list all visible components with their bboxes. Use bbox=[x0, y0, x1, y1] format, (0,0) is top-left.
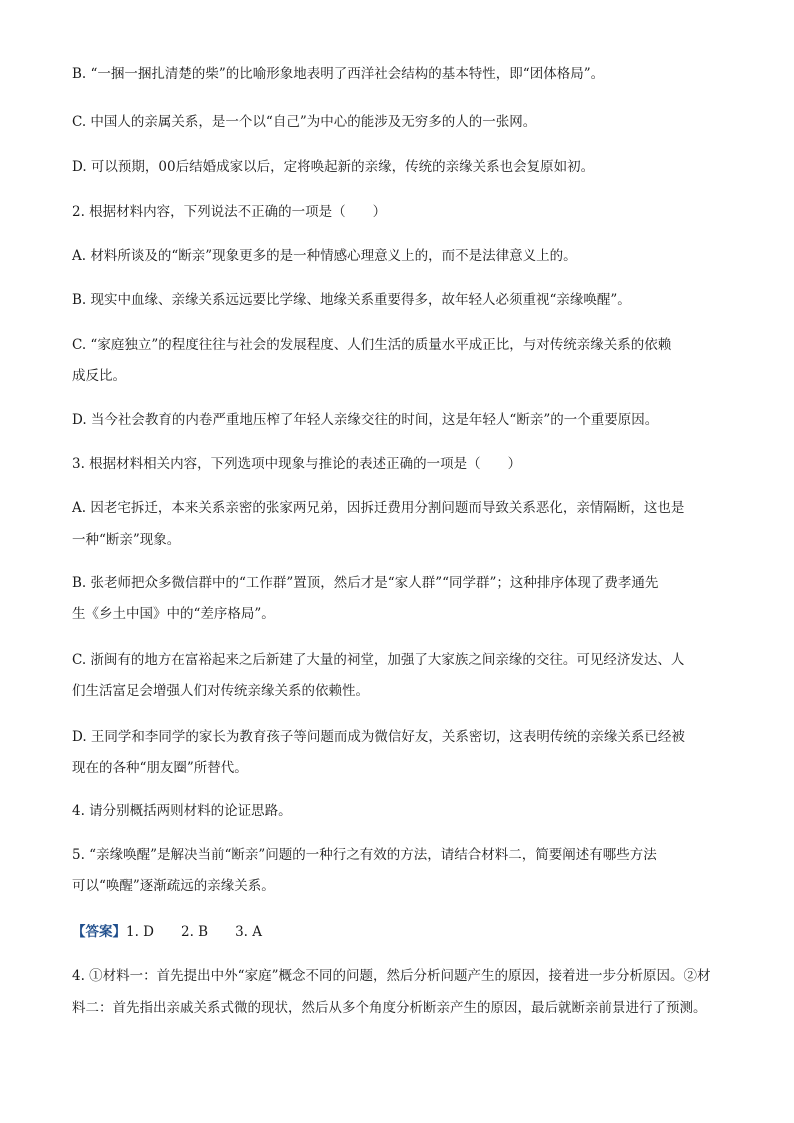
q5-line2: 可以“唤醒”逐渐疏远的亲缘关系。 bbox=[72, 878, 275, 894]
q1-option-d: D. 可以预期，00后结婚成家以后，定将唤起新的亲缘，传统的亲缘关系也会复原如初。 bbox=[72, 159, 595, 175]
q5-line1: 5. “亲缘唤醒”是解决当前“断亲”问题的一种行之有效的方法，请结合材料二，简要阐述有哪些方法 bbox=[72, 847, 657, 863]
answer-tag: 【答案】 bbox=[72, 924, 126, 940]
q3-option-d-line2: 现在的各种“朋友圈”所替代。 bbox=[72, 760, 248, 776]
q3-option-a-line2: 一种“断亲”现象。 bbox=[72, 532, 181, 548]
q3-option-d-line1: D. 王同学和李同学的家长为教育孩子等问题而成为微信好友，关系密切，这表明传统的亲缘关系已经被 bbox=[72, 729, 685, 745]
answer-4-line1: 4. ①材料一：首先提出中外“家庭”概念不同的问题，然后分析问题产生的原因，接着进一步分析原因。②材 bbox=[72, 968, 711, 984]
q4-stem: 4. 请分别概括两则材料的论证思路。 bbox=[72, 803, 292, 819]
q2-option-c-line1: C. “家庭独立”的程度往往与社会的发展程度、人们生活的质量水平成正比，与对传统亲缘关系的依赖 bbox=[72, 337, 672, 353]
answer-choices: 1. D 2. B 3. A bbox=[126, 924, 263, 940]
q1-option-b: B. “一捆一捆扎清楚的柴”的比喻形象地表明了西洋社会结构的基本特性，即“团体格局”。 bbox=[72, 66, 605, 82]
answer-line bbox=[72, 922, 722, 942]
answer-4-line2: 料二：首先指出亲戚关系式微的现状，然后从多个角度分析断亲产生的原因，最后就断亲前景进行了预测。 bbox=[72, 1000, 707, 1016]
q3-option-c-line1: C. 浙闽有的地方在富裕起来之后新建了大量的祠堂，加强了大家族之间亲缘的交往。可见经济发达、人 bbox=[72, 652, 685, 668]
q2-option-a: A. 材料所谈及的“断亲”现象更多的是一种情感心理意义上的，而不是法律意义上的。 bbox=[72, 248, 577, 264]
q2-stem: 2. 根据材料内容，下列说法不正确的一项是（ ） bbox=[72, 204, 387, 220]
q3-option-a-line1: A. 因老宅拆迁，本来关系亲密的张家两兄弟，因拆迁费用分割问题而导致关系恶化，亲情隔断，这也是 bbox=[72, 500, 685, 516]
q3-option-b-line1: B. 张老师把众多微信群中的“工作群”置顶，然后才是“家人群”“同学群”；这种排序体现了费孝通先 bbox=[72, 575, 659, 591]
q2-option-d: D. 当今社会教育的内卷严重地压榨了年轻人亲缘交往的时间，这是年轻人“断亲”的一个重要原因。 bbox=[72, 412, 659, 428]
q2-option-c-line2: 成反比。 bbox=[72, 368, 126, 384]
q3-stem: 3. 根据材料相关内容，下列选项中现象与推论的表述正确的一项是（ ） bbox=[72, 456, 522, 472]
q1-option-c: C. 中国人的亲属关系，是一个以“自己”为中心的能涉及无穷多的人的一张网。 bbox=[72, 114, 537, 130]
q2-option-b: B. 现实中血缘、亲缘关系远远要比学缘、地缘关系重要得多，故年轻人必须重视“亲缘唤醒”。 bbox=[72, 292, 631, 308]
q3-option-b-line2: 生《乡土中国》中的“差序格局”。 bbox=[72, 606, 275, 622]
q3-option-c-line2: 们生活富足会增强人们对传统亲缘关系的依赖性。 bbox=[72, 683, 369, 699]
